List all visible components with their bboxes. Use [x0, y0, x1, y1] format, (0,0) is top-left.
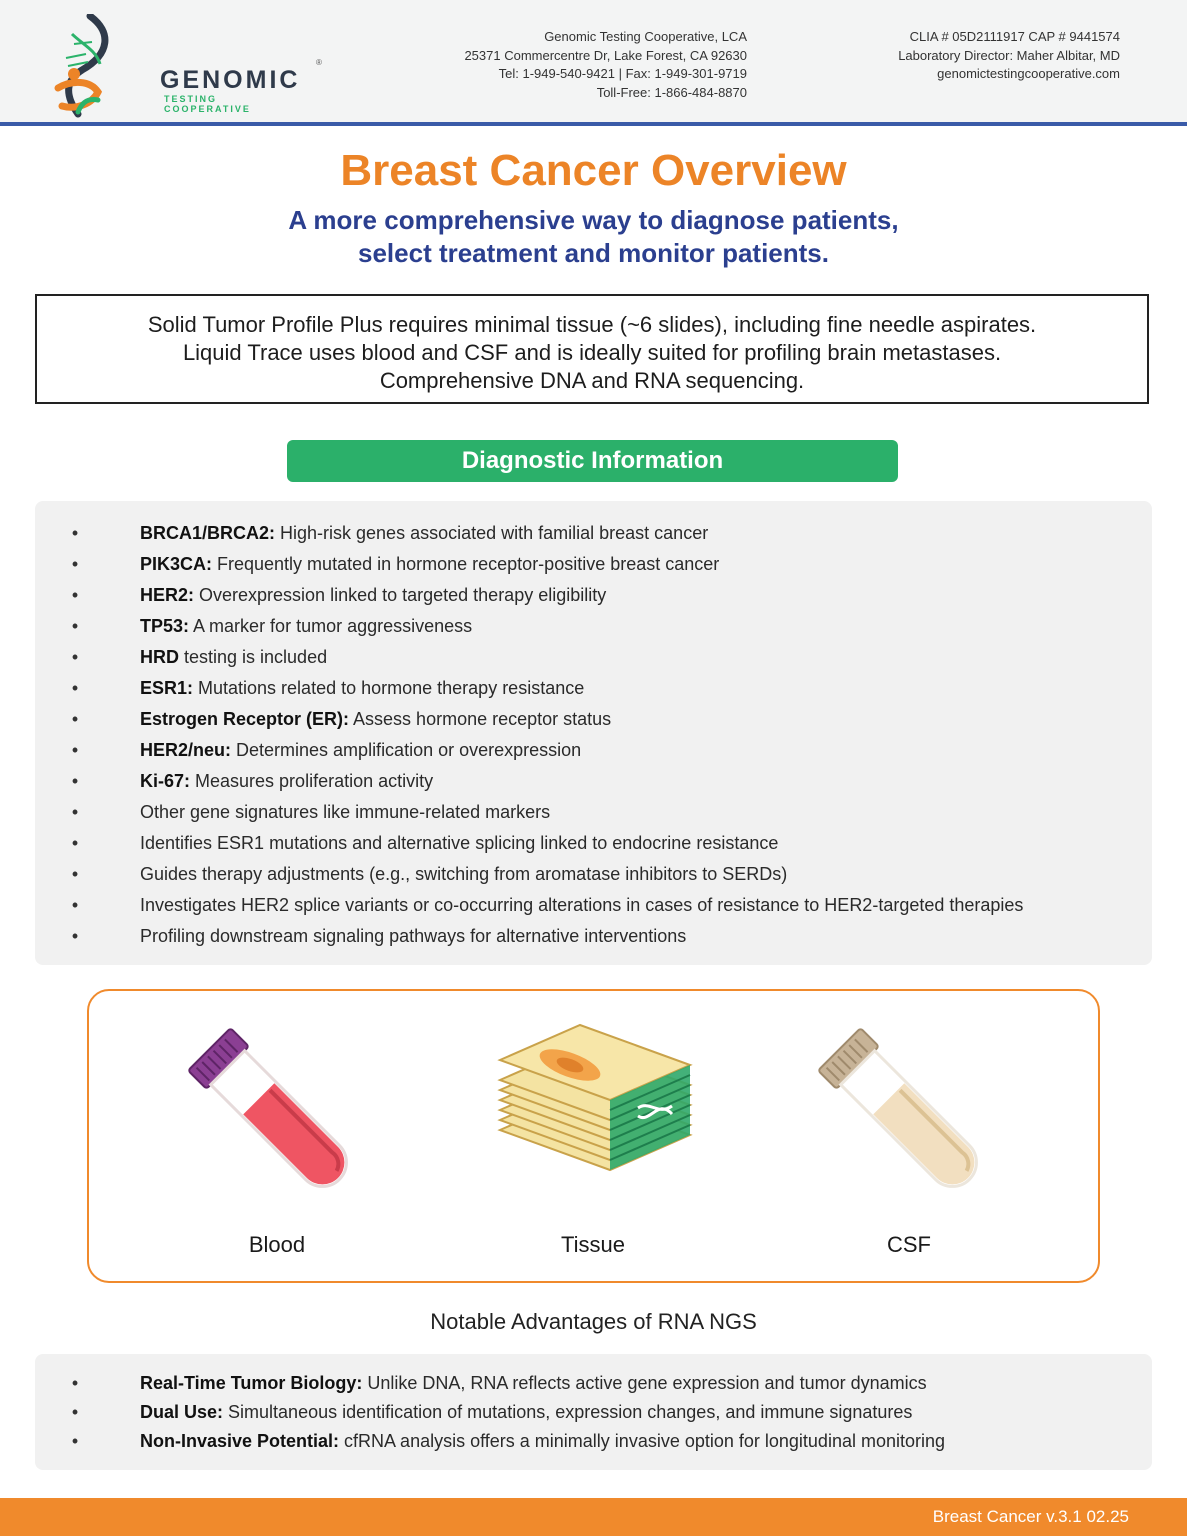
list-item	[70, 611, 1130, 642]
page-footer	[0, 1498, 1187, 1536]
list-item-text: Guides therapy adjustments (e.g., switching from aromatase inhibitors to SERDs)	[140, 864, 788, 884]
list-item	[70, 1427, 1130, 1456]
list-item-term: PIK3CA:	[140, 554, 213, 574]
bullet-icon: •	[71, 740, 79, 760]
list-item-text: Frequently mutated in hormone receptor-positive breast cancer	[212, 554, 720, 574]
list-item	[70, 704, 1130, 735]
bullet-icon: •	[71, 802, 79, 822]
callout-box	[35, 294, 1149, 404]
list-item-term: Dual Use:	[140, 1402, 224, 1422]
specimen-label-blood: Blood	[248, 1232, 306, 1257]
bullet-icon: •	[71, 864, 79, 884]
bullet-icon: •	[71, 771, 79, 791]
list-item-text: cfRNA analysis offers a minimally invasive option for longitudinal monitoring	[339, 1431, 945, 1451]
list-item	[70, 1369, 1130, 1398]
rna-advantages-heading: Notable Advantages of RNA NGS	[430, 1309, 757, 1334]
list-item	[70, 766, 1130, 797]
list-item-term: Real-Time Tumor Biology:	[140, 1373, 363, 1393]
callout-line: Solid Tumor Profile Plus requires minimal tissue (~6 slides), including fine needle aspirates.	[147, 312, 1037, 337]
list-item-text: Mutations related to hormone therapy resistance	[193, 678, 585, 698]
list-item-term: HER2/neu:	[140, 740, 232, 760]
bullet-icon: •	[71, 678, 79, 698]
csf-tube-icon	[810, 1020, 1010, 1220]
list-item	[70, 518, 1130, 549]
bullet-icon: •	[71, 616, 79, 636]
diagnostic-heading: Diagnostic Information	[287, 440, 898, 482]
list-item-text: Measures proliferation activity	[190, 771, 434, 791]
list-item-text: Assess hormone receptor status	[349, 709, 612, 729]
list-item-term: BRCA1/BRCA2:	[140, 523, 276, 543]
list-item-text: Identifies ESR1 mutations and alternative splicing linked to endocrine resistance	[140, 833, 779, 853]
list-item-text: Overexpression linked to targeted therapy eligibility	[194, 585, 607, 605]
dna-logo-icon	[52, 14, 162, 118]
logo-wordmark: GENOMIC	[160, 66, 301, 94]
list-item-text: Unlike DNA, RNA reflects active gene expression and tumor dynamics	[362, 1373, 927, 1393]
list-item	[70, 642, 1130, 673]
list-item-text: Simultaneous identification of mutations, expression changes, and immune signatures	[223, 1402, 913, 1422]
list-item-term: Non-Invasive Potential:	[140, 1431, 340, 1451]
bullet-icon: •	[71, 1431, 79, 1451]
bullet-icon: •	[71, 926, 79, 946]
company-name: Genomic Testing Cooperative, LCA	[544, 29, 747, 44]
list-item	[70, 735, 1130, 766]
list-item	[70, 828, 1130, 859]
list-item	[70, 673, 1130, 704]
rna-advantages-list	[70, 1369, 1130, 1456]
company-address: 25371 Commercentre Dr, Lake Forest, CA 92630	[464, 47, 747, 63]
company-toll-free: Toll-Free: 1-866-484-8870	[596, 84, 747, 100]
specimen-label-tissue: Tissue	[561, 1232, 625, 1257]
rna-advantages-box	[35, 1354, 1152, 1470]
lab-director: Laboratory Director: Maher Albitar, MD	[898, 47, 1120, 63]
company-logo	[52, 14, 322, 118]
website-link[interactable]: genomictestingcooperative.com	[937, 66, 1120, 81]
footer-version: Breast Cancer v.3.1 02.25	[932, 1507, 1129, 1526]
company-contact	[464, 28, 747, 102]
registered-mark: ®	[316, 58, 322, 67]
list-item-term: HER2:	[140, 585, 195, 605]
diagnostic-list-box	[35, 501, 1152, 965]
list-item-text: Investigates HER2 splice variants or co-occurring alterations in cases of resistance to HER2-targeted therapies	[140, 895, 1024, 915]
bullet-icon: •	[71, 895, 79, 915]
list-item-term: HRD	[140, 647, 179, 667]
list-item-text: testing is included	[179, 647, 328, 667]
bullet-icon: •	[71, 585, 79, 605]
bullet-icon: •	[71, 1373, 79, 1393]
subtitle-line: A more comprehensive way to diagnose patients,	[288, 205, 899, 235]
list-item-term: ESR1:	[140, 678, 194, 698]
tissue-slides-icon	[490, 1020, 700, 1180]
page-title: Breast Cancer Overview	[340, 146, 847, 195]
page-header	[0, 0, 1187, 126]
list-item-text: Determines amplification or overexpression	[231, 740, 582, 760]
callout-line: Liquid Trace uses blood and CSF and is ideally suited for profiling brain metastases.	[182, 340, 1002, 365]
page-subtitle	[0, 204, 1187, 270]
bullet-icon: •	[71, 554, 79, 574]
company-phone-fax: Tel: 1-949-540-9421 | Fax: 1-949-301-9719	[498, 66, 747, 81]
list-item	[70, 921, 1130, 952]
list-item-term: TP53:	[140, 616, 190, 636]
callout-line: Comprehensive DNA and RNA sequencing.	[379, 368, 805, 393]
subtitle-line: select treatment and monitor patients.	[358, 238, 829, 268]
logo-tagline: TESTING COOPERATIVE	[164, 94, 251, 114]
list-item-text: A marker for tumor aggressiveness	[189, 616, 473, 636]
lab-credentials	[898, 28, 1120, 84]
list-item-text: High-risk genes associated with familial breast cancer	[275, 523, 709, 543]
list-item-term: Estrogen Receptor (ER):	[140, 709, 350, 729]
list-item	[70, 549, 1130, 580]
bullet-icon: •	[71, 709, 79, 729]
list-item	[70, 890, 1130, 921]
bullet-icon: •	[71, 523, 79, 543]
bullet-icon: •	[71, 833, 79, 853]
bullet-icon: •	[71, 647, 79, 667]
list-item	[70, 580, 1130, 611]
clia-cap-numbers: CLIA # 05D2111917 CAP # 9441574	[909, 29, 1120, 44]
list-item-text: Profiling downstream signaling pathways for alternative interventions	[140, 926, 687, 946]
bullet-icon: •	[71, 1402, 79, 1422]
list-item	[70, 1398, 1130, 1427]
list-item-text: Other gene signatures like immune-related markers	[140, 802, 551, 822]
list-item-term: Ki-67:	[140, 771, 191, 791]
list-item	[70, 797, 1130, 828]
list-item	[70, 859, 1130, 890]
diagnostic-list	[70, 518, 1130, 952]
blood-tube-icon	[180, 1020, 380, 1220]
specimen-label-csf: CSF	[887, 1232, 931, 1257]
